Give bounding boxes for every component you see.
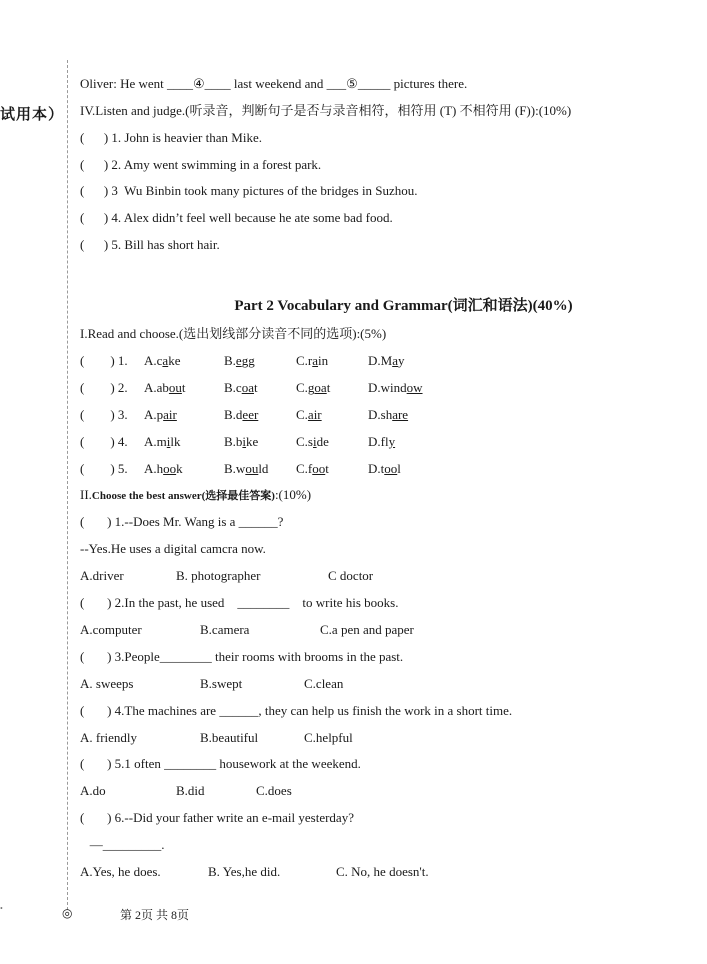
question-1-answer: --Yes.He uses a digital camcra now.	[80, 541, 266, 556]
q1-option-c: C doctor	[328, 568, 374, 583]
rc-row-2-option-d	[368, 380, 423, 396]
rc-option-post: ke	[246, 434, 259, 449]
rc-option-mid: oa	[314, 380, 327, 395]
side-label: 试用本）	[0, 105, 65, 123]
rc-option-mid: air	[307, 407, 322, 422]
rc-option-mid: oo	[384, 461, 398, 476]
oliver-line: Oliver: He went ____④____ last weekend and ___⑤_____ pictures there.	[80, 76, 468, 91]
page-number: 第 2页 共 8页	[120, 908, 190, 922]
rc-option-pre: C.s	[296, 434, 313, 449]
rc-option-mid: oa	[241, 380, 254, 395]
rc-option-pre: A.c	[144, 353, 163, 368]
q4-option-a: A. friendly	[80, 730, 138, 745]
judge-item-5: ( ) 5. Bill has short hair.	[80, 237, 220, 252]
judge-item-3: ( ) 3 Wu Binbin took many pictures of the bridges in Suzhou.	[80, 183, 418, 198]
rc-row-5-number: ( ) 5.	[80, 461, 128, 476]
rc-option-pre: B.c	[224, 380, 242, 395]
margin-dot: •	[0, 904, 3, 913]
rc-option-mid: a	[162, 353, 169, 368]
rc-row-1-number: ( ) 1.	[80, 353, 128, 368]
rc-row-3-number: ( ) 3.	[80, 407, 128, 422]
rc-row-2-option-b	[224, 380, 258, 396]
rc-row-3-option-d	[368, 407, 408, 423]
rc-row-2-option-a	[144, 380, 186, 396]
rc-row-2-number: ( ) 2.	[80, 380, 128, 395]
rc-option-post: lk	[170, 434, 181, 449]
rc-option-pre: C.r	[296, 353, 313, 368]
rc-option-pre: A.ab	[144, 380, 169, 395]
rc-option-mid: a	[312, 353, 319, 368]
rc-row-5-option-b	[224, 461, 268, 477]
q2-option-b: B.camera	[200, 622, 250, 637]
part2-heading: Part 2 Vocabulary and Grammar(词汇和语法)(40%)	[234, 298, 573, 314]
q5-option-c: C.does	[256, 783, 292, 798]
rc-option-mid: e	[235, 353, 242, 368]
read-choose-title: I.Read and choose.(选出划线部分读音不同的选项):(5%)	[80, 326, 387, 341]
q1-option-a: A.driver	[80, 568, 124, 583]
rc-option-mid: air	[163, 407, 177, 422]
rc-option-post: l	[397, 461, 401, 476]
rc-option-pre: D.sh	[368, 407, 393, 422]
rc-row-5-option-c	[296, 461, 329, 477]
rc-option-pre: C.g	[296, 380, 315, 395]
question-6-answer: —_________.	[80, 837, 165, 852]
q5-option-a: A.do	[80, 783, 106, 798]
rc-option-mid: y	[388, 434, 396, 449]
rc-row-1-option-a	[144, 353, 180, 369]
q4-option-b: B.beautiful	[200, 730, 259, 745]
rc-option-post: gg	[241, 353, 255, 368]
rc-option-post: t	[253, 380, 258, 395]
judge-item-2: ( ) 2. Amy went swimming in a forest park.	[80, 157, 322, 172]
rc-option-post: in	[318, 353, 329, 368]
rc-row-4-option-c	[296, 434, 329, 450]
rc-option-pre: C.	[296, 407, 308, 422]
listen-judge-title: IV.Listen and judge.(听录音，判断句子是否与录音相符，相符用 (T) 不相符用 (F)):(10%)	[80, 103, 572, 118]
rc-row-4-number: ( ) 4.	[80, 434, 128, 449]
rc-row-4-option-d	[368, 434, 395, 450]
q3-option-a: A. sweeps	[80, 676, 134, 691]
rc-row-1-option-d	[368, 353, 404, 369]
rc-option-pre: B.b	[224, 434, 243, 449]
rc-option-pre: D.M	[368, 353, 393, 368]
rc-row-1-option-c	[296, 353, 328, 369]
rc-option-pre: B.	[224, 353, 236, 368]
question-3: ( ) 3.People________ their rooms with brooms in the past.	[80, 649, 404, 664]
rc-row-3-option-c	[296, 407, 322, 423]
rc-option-post: t	[325, 461, 329, 476]
rc-row-3-option-b	[224, 407, 258, 423]
rc-row-3-option-a	[144, 407, 177, 423]
rc-row-2-option-c	[296, 380, 330, 396]
rc-option-mid: a	[392, 353, 398, 368]
rc-option-mid: ow	[406, 380, 423, 395]
rc-option-post: y	[397, 353, 405, 368]
q1-option-b: B. photographer	[176, 568, 261, 583]
rc-option-mid: are	[392, 407, 409, 422]
q6-option-b: B. Yes,he did.	[208, 864, 281, 879]
rc-option-post: ld	[258, 461, 269, 476]
rc-option-pre: A.m	[144, 434, 167, 449]
rc-option-mid: i	[166, 434, 171, 449]
q5-option-b: B.did	[176, 783, 205, 798]
rc-row-4-option-b	[224, 434, 258, 450]
rc-option-post: t	[181, 380, 186, 395]
q4-option-c: C.helpful	[304, 730, 353, 745]
question-6: ( ) 6.--Did your father write an e-mail yesterday?	[80, 810, 354, 825]
rc-option-mid: i	[312, 434, 317, 449]
q3-option-c: C.clean	[304, 676, 344, 691]
rc-option-pre: A.p	[144, 407, 164, 422]
rc-option-pre: D.t	[368, 461, 385, 476]
binding-line	[67, 60, 68, 910]
q6-option-a: A.Yes, he does.	[80, 864, 161, 879]
question-1: ( ) 1.--Does Mr. Wang is a ______?	[80, 514, 284, 529]
rc-row-1-option-b	[224, 353, 255, 369]
rc-option-pre: B.w	[224, 461, 246, 476]
rc-option-post: de	[316, 434, 329, 449]
rc-option-pre: C.f	[296, 461, 313, 476]
question-2: ( ) 2.In the past, he used ________ to write his books.	[80, 595, 399, 610]
q3-option-b: B.swept	[200, 676, 243, 691]
rc-option-post: ke	[168, 353, 181, 368]
rc-option-mid: i	[242, 434, 247, 449]
rc-option-mid: ou	[168, 380, 182, 395]
rc-option-mid: oo	[163, 461, 177, 476]
q6-option-c: C. No, he doesn't.	[336, 864, 429, 879]
q2-option-a: A.computer	[80, 622, 142, 637]
rc-row-5-option-a	[144, 461, 183, 477]
rc-option-pre: A.h	[144, 461, 164, 476]
rc-option-mid: ou	[245, 461, 259, 476]
question-4: ( ) 4.The machines are ______, they can help us finish the work in a short time.	[80, 703, 513, 718]
judge-item-1: ( ) 1. John is heavier than Mike.	[80, 130, 262, 145]
rc-row-4-option-a	[144, 434, 181, 450]
rc-option-post: k	[176, 461, 183, 476]
best-answer-title: II.Choose the best answer(选择最佳答案):(10%)	[80, 487, 312, 502]
rc-option-pre: B.d	[224, 407, 243, 422]
rc-option-mid: oo	[312, 461, 326, 476]
rc-row-5-option-d	[368, 461, 401, 477]
q2-option-c: C.a pen and paper	[320, 622, 414, 637]
rc-option-pre: D.fl	[368, 434, 389, 449]
rc-option-pre: D.wind	[368, 380, 407, 395]
rc-option-post: t	[326, 380, 331, 395]
question-5: ( ) 5.1 often ________ housework at the weekend.	[80, 756, 361, 771]
footer-symbol: ◎	[62, 906, 73, 920]
rc-option-mid: eer	[242, 407, 259, 422]
judge-item-4: ( ) 4. Alex didn’t feel well because he ate some bad food.	[80, 210, 393, 225]
